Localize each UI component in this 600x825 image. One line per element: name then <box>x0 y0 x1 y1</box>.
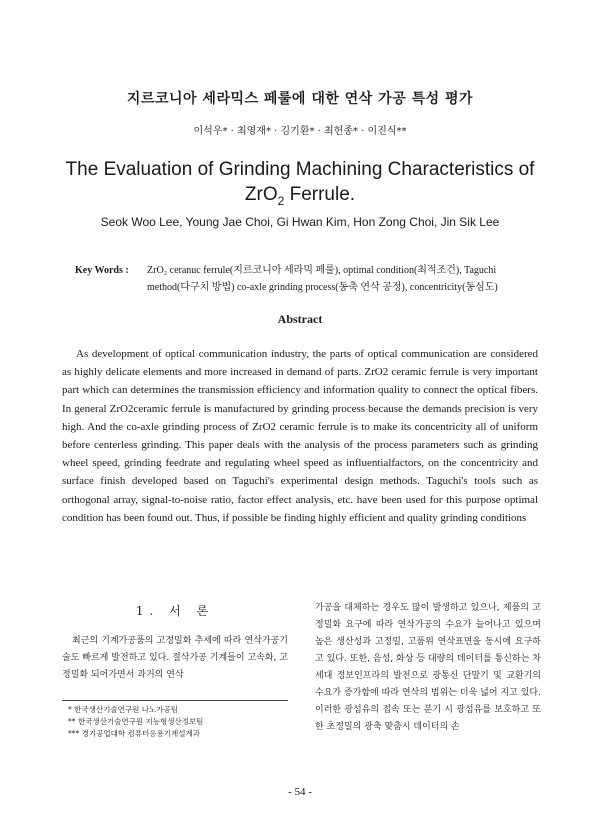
footnote-1: * 한국생산기술연구원 나노가공팀 <box>68 705 178 714</box>
right-column <box>315 600 541 736</box>
abstract-heading: Abstract <box>277 312 323 326</box>
intro-left-text: 최근의 기계가공품의 고정밀화 추세에 따라 연삭가공기술도 빠르게 발전하고 있다. 절삭가공 기계들이 고속화, 고정밀화 되어가면서 과거의 연삭 <box>62 636 288 680</box>
footnotes <box>62 700 288 740</box>
section-heading: 1. 서 론 <box>135 604 215 618</box>
korean-title: 지르코니아 세라믹스 페룰에 대한 연삭 가공 특성 평가 <box>126 91 474 107</box>
english-title-subscript: 2 <box>277 193 285 208</box>
english-title-ferrule: Ferrule. <box>284 184 356 205</box>
footnote-2: ** 한국생산기술연구원 지능형생산정보팀 <box>68 717 204 726</box>
keywords-text: ZrO₂ ceranuc ferrule(지르코니아 세라믹 페룰), optimal condition(최적조건), Taguchi method(다구치 방법) co-axle grinding process(동축 연삭 공정), concentricity(동심도) <box>147 265 498 293</box>
page-number: - 54 - <box>288 786 312 798</box>
korean-authors: 이석우* · 최영재* · 김기환* · 최헌종* · 이진식** <box>193 126 407 137</box>
english-title-line1: The Evaluation of Grinding Machining Characteristics of <box>65 159 535 180</box>
english-title <box>0 157 600 214</box>
footnote-3: *** 경기공업대학 컴퓨터응용기계설계과 <box>68 729 200 738</box>
english-authors: Seok Woo Lee, Young Jae Choi, Gi Hwan Kim, Hon Zong Choi, Jin Sik Lee <box>100 215 500 229</box>
abstract-text: As development of optical communication industry, the parts of optical communication are considered as highly delicate elements and more increased in demand of parts. ZrO2 ceramic ferrule is very important part which can determines the transmission efficiency and information quality to connect the optical fibers. In general ZrO2ceramic ferrule is manufactured by grinding process because the demands precision is very high. And the co-axle grinding process of ZrO2 ceramic ferrule is to make its concentricity all of uniform before centerless grinding. This paper deals with the analysis of the process parameters such as grinding wheel speed, grinding feedrate and regulating wheel speed as influentialfactors, on the concentricity and surface finish developed based on Taguchi's experimental design methods. Taguchi's tools such as orthogonal array, signal-to-noise ratio, factor effect analysis, etc. have been used for this purpose optimal condition has been found out. Thus, if possible be finding highly efficient and quality grinding conditions <box>62 348 538 524</box>
keywords-label: Key Words : <box>75 265 129 276</box>
english-title-line2 <box>0 182 600 214</box>
intro-right-text: 가공을 대체하는 경우도 많이 발생하고 있으나, 제품의 고정밀화 요구에 따라 연삭가공의 수요가 늘어나고 있으며 높은 생산성과 고정밀, 고품위 연삭표면을 동시에 요구하고 있다. 또한, 음성, 화상 등 대량의 데이터를 통신하는 차세대 정보인프라의 발전으로 광통신 단말기 및 교환기의 수요가 증가함에 따라 연삭의 범위는 더욱 넓어 지고 있다. 이러한 광섬유의 접속 또는 분기 시 광섬유를 보호하고 또한 초정밀의 광축 맞춤시 데이터의 손 <box>315 603 541 732</box>
left-column <box>62 598 288 684</box>
keywords-block <box>75 262 525 296</box>
english-title-zro: ZrO <box>244 184 278 205</box>
